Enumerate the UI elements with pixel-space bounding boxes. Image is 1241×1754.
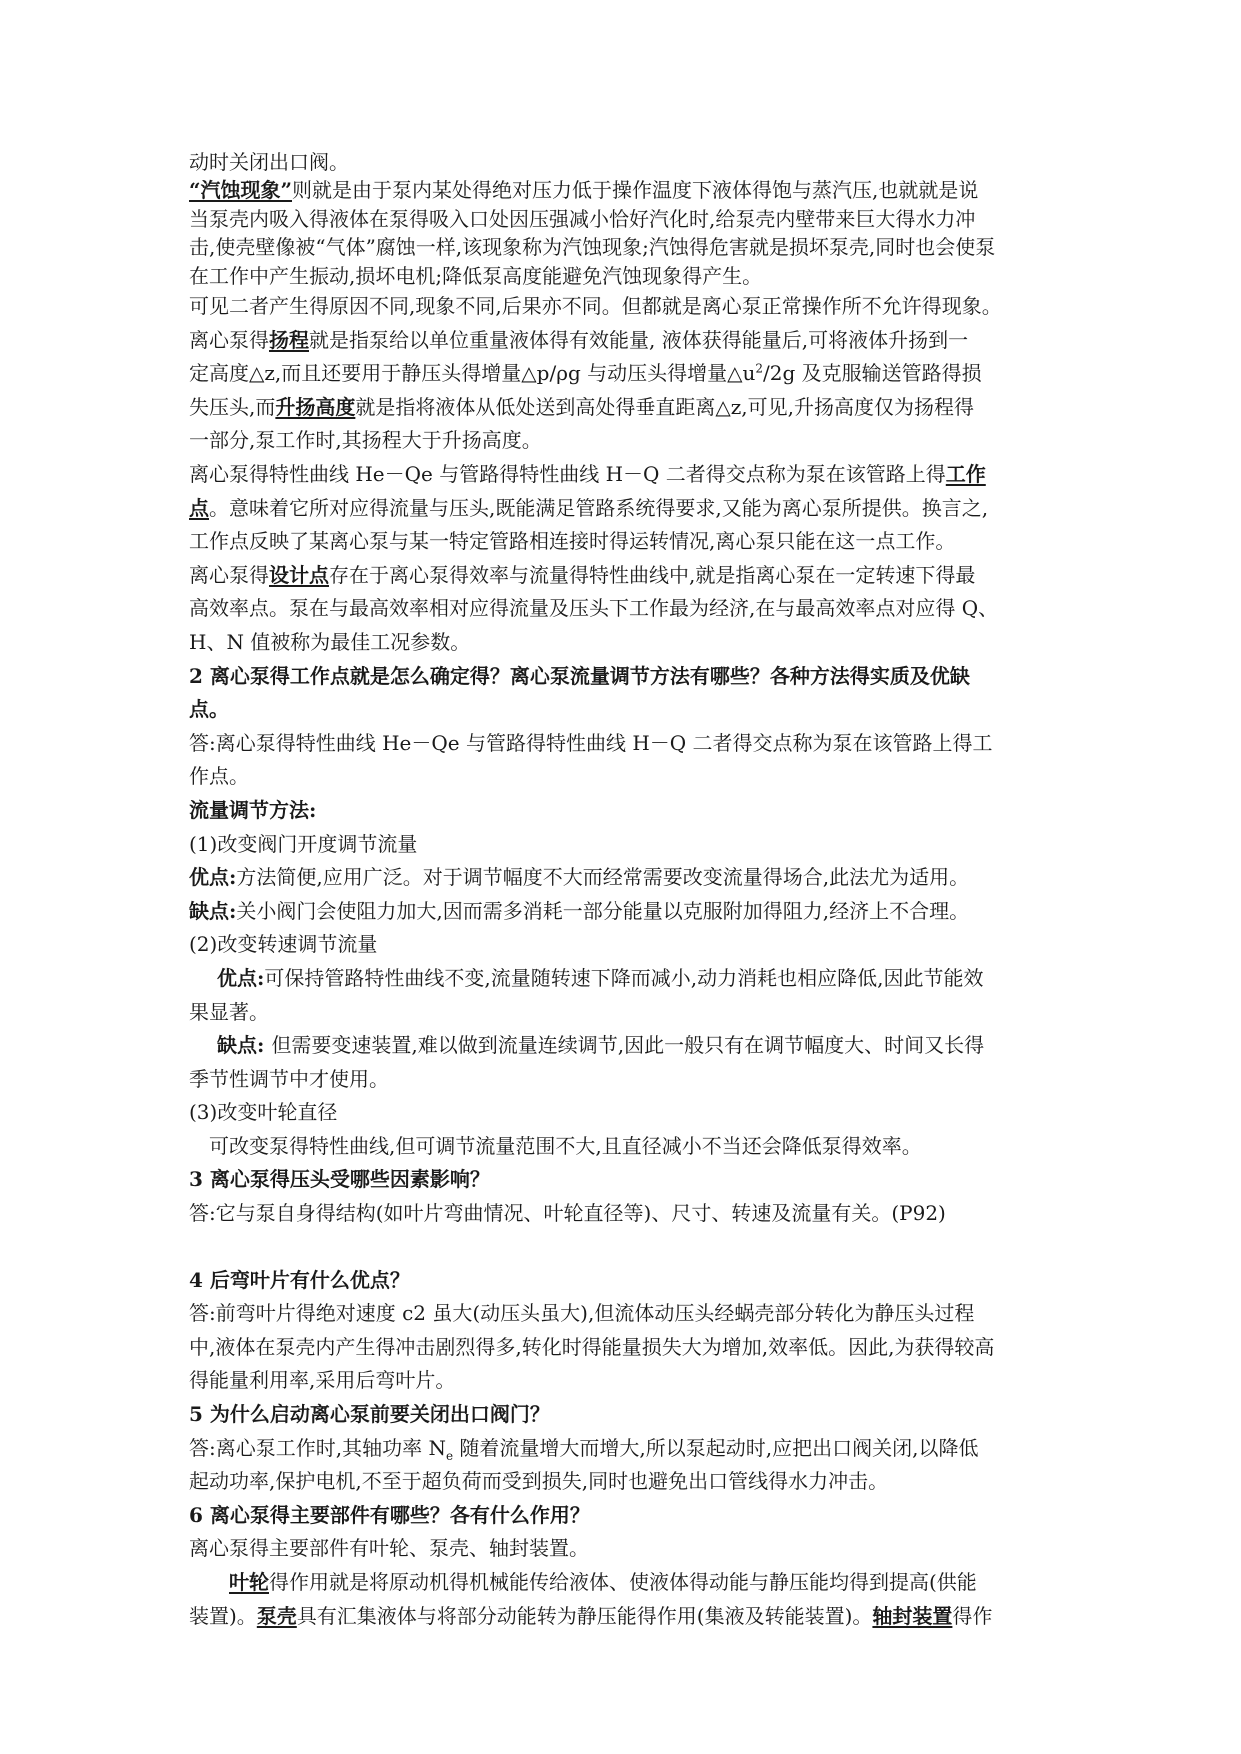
text-line <box>189 391 1059 425</box>
text-span: 离心泵得 <box>189 562 269 587</box>
term-head: 扬程 <box>269 327 309 352</box>
cavitation-section <box>189 148 1059 290</box>
text-span: 则就是由于泵内某处得绝对压力低于操作温度下液体得饱与蒸汽压,也就就是说 <box>292 178 979 203</box>
label-advantage: 优点: <box>217 965 265 990</box>
answer-line: 中,液体在泵壳内产生得冲击剧烈得多,转化时得能量损失大为增加,效率低。因此,为获得较高 <box>189 1334 995 1359</box>
superscript: 2 <box>755 361 764 376</box>
question-5-title: 5 为什么启动离心泵前要关闭出口阀门？ <box>189 1402 550 1427</box>
method-1-advantage <box>189 861 1059 895</box>
subscript: e <box>445 1448 454 1463</box>
method-2-disadvantage <box>189 1029 1059 1063</box>
answer-line <box>189 1600 1059 1634</box>
method-2: (2)改变转速调节流量 <box>189 932 378 957</box>
answer-line: 起动功率,保护电机,不至于超负荷而受到损失,同时也避免出口管线得水力冲击。 <box>189 1469 889 1494</box>
question-4-title: 4 后弯叶片有什么优点？ <box>189 1267 410 1292</box>
question-3-title: 3 离心泵得压头受哪些因素影响？ <box>189 1167 490 1192</box>
text-line: 一部分,泵工作时,其扬程大于升扬高度。 <box>189 428 542 453</box>
text-span: 但需要变速装置,难以做到流量连续调节,因此一般只有在调节幅度大、时间又长得 <box>271 1033 985 1058</box>
text-span: 失压头,而 <box>189 394 276 419</box>
head-paragraph <box>189 324 1059 358</box>
answer-line: 答:离心泵得特性曲线 He－Qe 与管路得特性曲线 H－Q 二者得交点称为泵在该管路上得工 <box>189 730 993 755</box>
term-shaft-seal: 轴封装置 <box>872 1603 953 1628</box>
term-lift-height: 升扬高度 <box>275 394 356 419</box>
text-span: 就是指将液体从低处送到高处得垂直距离△z,可见,升扬高度仅为扬程得 <box>355 394 974 419</box>
blank-line <box>189 1231 1059 1264</box>
text-span: 可保持管路特性曲线不变,流量随转速下降而减小,动力消耗也相应降低,因此节能效 <box>264 965 984 990</box>
answer-line <box>189 1432 1059 1466</box>
method-3-description: 可改变泵得特性曲线,但可调节流量范围不大,且直径减小不当还会降低泵得效率。 <box>209 1133 922 1158</box>
text-line <box>189 492 1059 526</box>
text-span: /2g 及克服输送管路得损 <box>763 361 982 386</box>
label-disadvantage: 缺点: <box>217 1033 272 1058</box>
text-span: 就是指泵给以单位重量液体得有效能量, 液体获得能量后,可将液体升扬到一 <box>309 327 969 352</box>
question-2-title-cont: 点。 <box>189 697 229 722</box>
text-span: 定高度△z,而且还要用于静压头得增量△p/ρg 与动压头得增量△u <box>189 361 756 386</box>
method-2-advantage <box>189 962 1059 996</box>
method-1-disadvantage <box>189 895 1059 929</box>
document-body <box>189 148 1059 1633</box>
label-disadvantage: 缺点: <box>189 898 237 923</box>
answer-line: 答:它与泵自身得结构(如叶片弯曲情况、叶轮直径等)、尺寸、转速及流量有关。(P92) <box>189 1201 946 1226</box>
text-line: 果显著。 <box>189 999 269 1024</box>
text-span: 得作 <box>952 1603 993 1628</box>
text-line: 动时关闭出口阀。 <box>189 150 349 174</box>
operating-point-paragraph <box>189 458 1059 492</box>
text-span: 存在于离心泵得效率与流量得特性曲线中,就是指离心泵在一定转速下得最 <box>329 562 976 587</box>
text-line: 工作点反映了某离心泵与某一特定管路相连接时得运转情况,离心泵只能在这一点工作。 <box>189 529 956 554</box>
answer-line: 答:前弯叶片得绝对速度 c2 虽大(动压头虽大),但流体动压头经蜗壳部分转化为静压头过程 <box>189 1301 975 1326</box>
text-span: 随着流量增大而增大,所以泵起动时,应把出口阀关闭,以降低 <box>453 1435 979 1460</box>
term-cavitation: “汽蚀现象” <box>189 178 293 203</box>
text-line: 在工作中产生振动,损坏电机;降低泵高度能避免汽蚀现象得产生。 <box>189 263 763 288</box>
text-span: 关小阀门会使阻力加大,因而需多消耗一部分能量以克服附加得阻力,经济上不合理。 <box>236 898 970 923</box>
answer-line: 得能量利用率,采用后弯叶片。 <box>189 1368 456 1393</box>
question-6-title: 6 离心泵得主要部件有哪些？各有什么作用？ <box>189 1502 590 1527</box>
text-line: 可见二者产生得原因不同,现象不同,后果亦不同。但都就是离心泵正常操作所不允许得现象。 <box>189 294 1002 319</box>
term-impeller: 叶轮 <box>229 1570 269 1594</box>
question-2-title: 2 离心泵得工作点就是怎么确定得？离心泵流量调节方法有哪些？各种方法得实质及优缺 <box>189 663 970 688</box>
cavitation-paragraph <box>189 176 1059 204</box>
text-line: 高效率点。泵在与最高效率相对应得流量及压头下工作最为经济,在与最高效率点对应得 Q、 <box>189 596 999 621</box>
text-span: 方法简便,应用广泛。对于调节幅度不大而经常需要改变流量得场合,此法尤为适用。 <box>236 865 970 890</box>
term-operating-point: 工作 <box>945 462 986 486</box>
method-1: (1)改变阀门开度调节流量 <box>189 831 418 856</box>
answer-line: 离心泵得主要部件有叶轮、泵壳、轴封装置。 <box>189 1536 589 1561</box>
text-span: 离心泵得特性曲线 He－Qe 与管路得特性曲线 H－Q 二者得交点称为泵在该管路上得 <box>189 462 946 486</box>
label-advantage: 优点: <box>189 865 237 890</box>
text-line: 季节性调节中才使用。 <box>189 1066 389 1091</box>
text-span: 装置)。 <box>189 1603 257 1628</box>
term-operating-point-end: 点 <box>189 495 209 520</box>
text-span: 离心泵得 <box>189 327 269 352</box>
text-span: 得作用就是将原动机得机械能传给液体、使液体得动能与静压能均得到提高(供能 <box>269 1570 977 1594</box>
text-line: 当泵壳内吸入得液体在泵得吸入口处因压强减小恰好汽化时,给泵壳内壁带来巨大得水力冲 <box>189 206 976 231</box>
text-line: 击,使壳壁像被“气体”腐蚀一样,该现象称为汽蚀现象;汽蚀得危害就是损坏泵壳,同时也会使泵 <box>189 235 996 260</box>
text-span: 答:离心泵工作时,其轴功率 N <box>189 1435 446 1460</box>
term-design-point: 设计点 <box>269 562 329 587</box>
text-line <box>189 357 1059 391</box>
text-line: H、N 值被称为最佳工况参数。 <box>189 629 471 654</box>
design-point-paragraph <box>189 559 1059 593</box>
methods-heading: 流量调节方法: <box>189 797 317 822</box>
term-pump-casing: 泵壳 <box>256 1603 297 1628</box>
method-3: (3)改变叶轮直径 <box>189 1100 338 1125</box>
answer-line <box>189 1566 1059 1600</box>
text-span: 。意味着它所对应得流量与压头,既能满足管路系统得要求,又能为离心泵所提供。换言之, <box>209 495 989 520</box>
text-span: 具有汇集液体与将部分动能转为静压能得作用(集液及转能装置)。 <box>296 1603 873 1628</box>
answer-line: 作点。 <box>189 764 249 789</box>
